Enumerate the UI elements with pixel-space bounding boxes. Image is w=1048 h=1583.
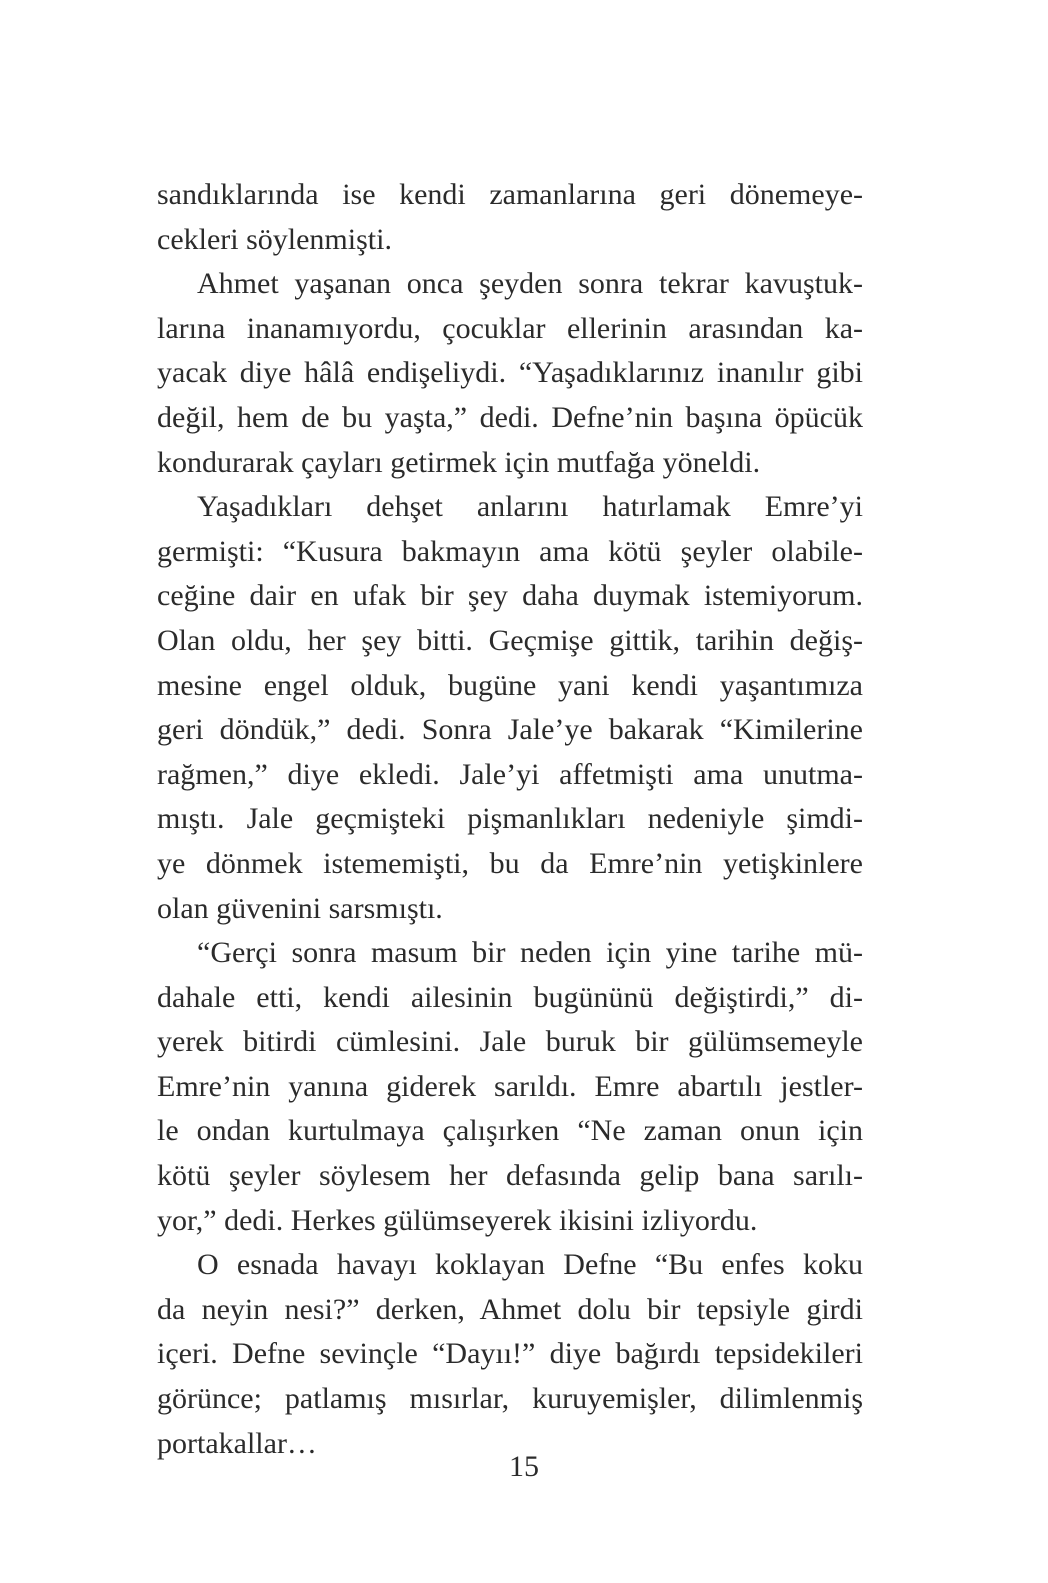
paragraph: [157, 173, 863, 262]
text-line: Yaşadıkları dehşet anlarını hatırlamak Emre’yi: [197, 490, 863, 524]
text-line: yerek bitirdi cümlesini. Jale buruk bir gülümsemeyle: [157, 1025, 863, 1059]
text-line: cekleri söylenmişti.: [157, 222, 392, 256]
text-line: yacak diye hâlâ endişeliydi. “Yaşadıklarınız inanılır gibi: [157, 356, 863, 390]
text-line: içeri. Defne sevinçle “Dayıı!” diye bağırdı tepsidekileri: [157, 1337, 863, 1371]
text-line: mesine engel olduk, bugüne yani kendi yaşantımıza: [157, 668, 863, 702]
text-line: germişti: “Kusura bakmayın ama kötü şeyler olabile-: [157, 534, 863, 568]
paragraph: [157, 485, 863, 931]
paragraph: [157, 1243, 863, 1466]
text-line: görünce; patlamış mısırlar, kuruyemişler, dilimlenmiş: [157, 1382, 863, 1416]
text-line: Ahmet yaşanan onca şeyden sonra tekrar kavuştuk-: [197, 267, 863, 301]
text-line: Emre’nin yanına giderek sarıldı. Emre abartılı jestler-: [157, 1069, 863, 1103]
body-text: [157, 173, 863, 1466]
text-line: rağmen,” diye ekledi. Jale’yi affetmişti ama unutma-: [157, 757, 863, 791]
text-line: olan güvenini sarsmıştı.: [157, 891, 443, 925]
text-line: O esnada havayı koklayan Defne “Bu enfes koku: [197, 1248, 863, 1282]
text-line: yor,” dedi. Herkes gülümseyerek ikisini izliyordu.: [157, 1203, 758, 1237]
page-number: 15: [509, 1450, 539, 1483]
text-line: larına inanamıyordu, çocuklar ellerinin arasından ka-: [157, 311, 863, 345]
text-line: değil, hem de bu yaşta,” dedi. Defne’nin başına öpücük: [157, 400, 863, 434]
paragraph: [157, 262, 863, 485]
text-line: “Gerçi sonra masum bir neden için yine tarihe mü-: [197, 936, 863, 970]
text-line: mıştı. Jale geçmişteki pişmanlıkları nedeniyle şimdi-: [157, 802, 863, 836]
text-line: Olan oldu, her şey bitti. Geçmişe gittik, tarihin değiş-: [157, 623, 863, 657]
text-line: geri döndük,” dedi. Sonra Jale’ye bakarak “Kimilerine: [157, 713, 863, 747]
text-line: ceğine dair en ufak bir şey daha duymak istemiyorum.: [157, 579, 863, 613]
text-line: dahale etti, kendi ailesinin bugününü değiştirdi,” di-: [157, 980, 863, 1014]
paragraph: [157, 931, 863, 1243]
text-line: da neyin nesi?” derken, Ahmet dolu bir tepsiyle girdi: [157, 1292, 863, 1326]
text-line: sandıklarında ise kendi zamanlarına geri dönemeye-: [157, 178, 863, 211]
text-line: portakallar…: [157, 1426, 317, 1460]
text-line: ye dönmek istememişti, bu da Emre’nin yetişkinlere: [157, 846, 863, 880]
text-line: le ondan kurtulmaya çalışırken “Ne zaman onun için: [157, 1114, 863, 1148]
text-line: kondurarak çayları getirmek için mutfağa yöneldi.: [157, 445, 761, 479]
text-line: kötü şeyler söylesem her defasında gelip bana sarılı-: [157, 1159, 863, 1193]
